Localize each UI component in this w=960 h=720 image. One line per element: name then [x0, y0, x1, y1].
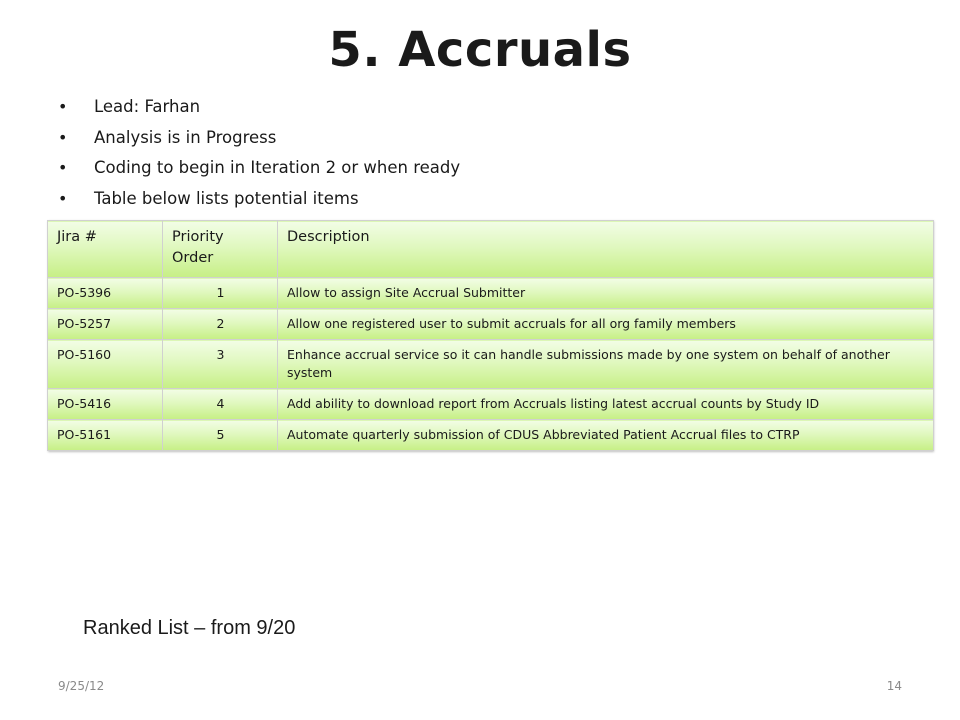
bullet-item: [58, 155, 460, 186]
table-header-row: [48, 221, 934, 278]
cell-jira: PO-5257: [48, 309, 163, 340]
cell-priority: 4: [163, 389, 278, 420]
header-priority: Priority Order: [163, 221, 278, 278]
cell-description: Allow one registered user to submit accruals for all org family members: [278, 309, 934, 340]
bullet-text: Analysis is in Progress: [94, 127, 277, 147]
cell-description: Allow to assign Site Accrual Submitter: [278, 278, 934, 309]
footer-date: 9/25/12: [58, 679, 105, 693]
bullet-list: [58, 94, 460, 216]
ranked-list-note: Ranked List – from 9/20: [83, 617, 296, 639]
bullet-glyph: •: [58, 97, 68, 116]
bullet-text: Coding to begin in Iteration 2 or when ready: [94, 158, 461, 177]
cell-description: Enhance accrual service so it can handle submissions made by one system on behalf of another system: [278, 340, 934, 389]
bullet-text: Lead: Farhan: [94, 97, 201, 116]
bullet-item: [58, 186, 460, 217]
cell-jira: PO-5416: [48, 389, 163, 420]
cell-description: Add ability to download report from Accruals listing latest accrual counts by Study ID: [278, 389, 934, 420]
items-table: [47, 220, 934, 451]
cell-priority: 1: [163, 278, 278, 309]
bullet-glyph: •: [58, 158, 68, 177]
bullet-glyph: •: [58, 127, 68, 147]
cell-priority: 2: [163, 309, 278, 340]
table-row: [48, 389, 934, 420]
bullet-item: [58, 125, 460, 156]
table-row: [48, 340, 934, 389]
cell-jira: PO-5396: [48, 278, 163, 309]
table-row: [48, 309, 934, 340]
cell-priority: 3: [163, 340, 278, 389]
cell-description: Automate quarterly submission of CDUS Abbreviated Patient Accrual files to CTRP: [278, 420, 934, 451]
bullet-item: [58, 94, 460, 125]
header-jira: Jira #: [48, 221, 163, 278]
page-number: 14: [886, 679, 902, 693]
cell-priority: 5: [163, 420, 278, 451]
cell-jira: PO-5161: [48, 420, 163, 451]
bullet-text: Table below lists potential items: [94, 188, 359, 208]
table-row: [48, 278, 934, 309]
bullet-glyph: •: [58, 188, 68, 208]
table-row: [48, 420, 934, 451]
slide-title: 5. Accruals: [328, 22, 632, 78]
cell-jira: PO-5160: [48, 340, 163, 389]
header-description: Description: [278, 221, 934, 278]
items-table-container: [47, 220, 933, 451]
